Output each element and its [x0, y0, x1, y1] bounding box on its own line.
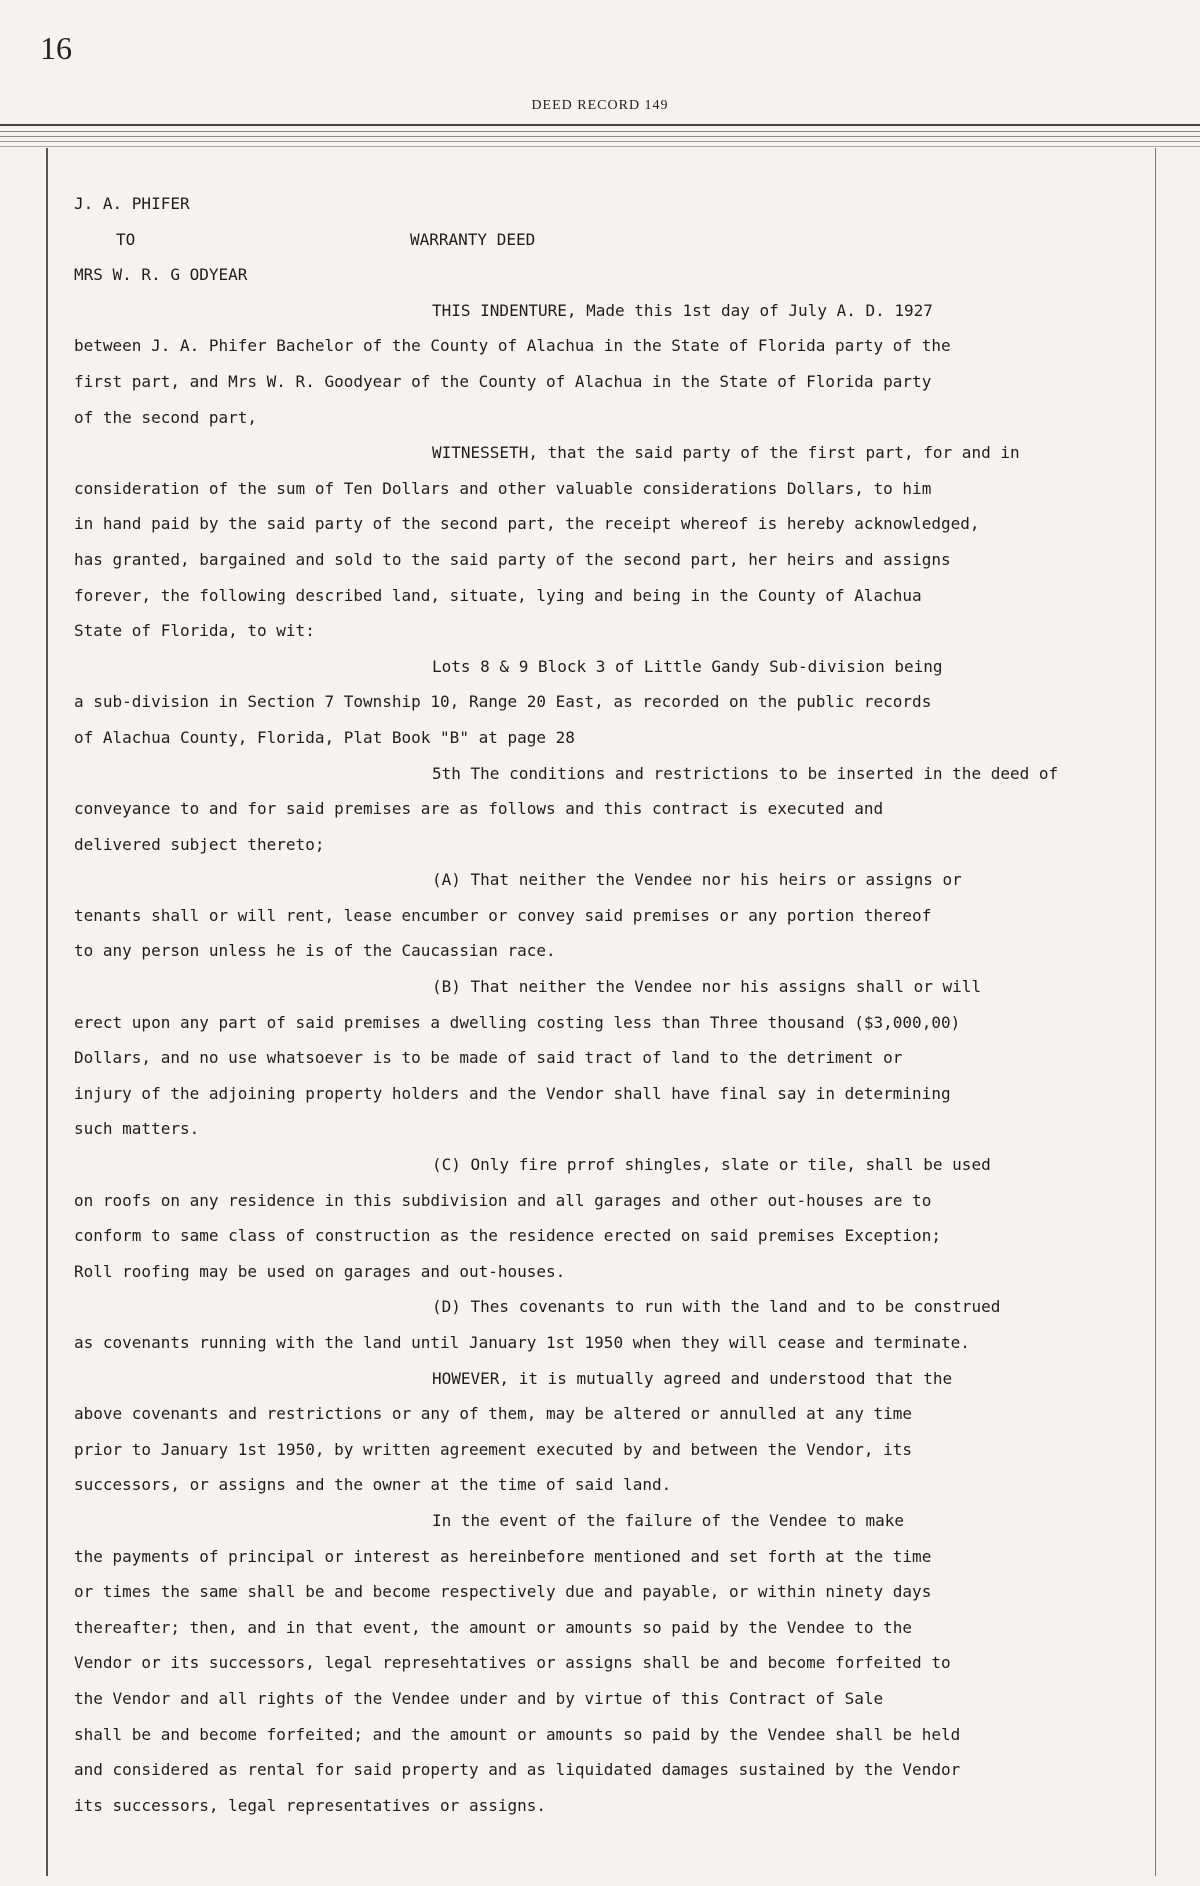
- text-line: conveyance to and for said premises are as follows and this contract is executed and: [74, 799, 884, 819]
- text-line: In the event of the failure of the Vendee to make: [432, 1510, 905, 1530]
- text-line: (D) Thes covenants to run with the land and to be construed: [432, 1297, 1001, 1317]
- text-line: successors, or assigns and the owner at the time of said land.: [74, 1475, 672, 1495]
- left-margin-line: [46, 148, 48, 1876]
- text-line: such matters.: [74, 1119, 200, 1139]
- text-line: first part, and Mrs W. R. Goodyear of the County of Alachua in the State of Florida party: [74, 371, 932, 391]
- deed-title: WARRANTY DEED: [410, 229, 536, 249]
- text-line: delivered subject thereto;: [74, 834, 325, 854]
- right-margin-line: [1155, 148, 1156, 1876]
- text-line: or times the same shall be and become respectively due and payable, or within ninety days: [74, 1582, 932, 1602]
- to-line: [74, 222, 1134, 258]
- record-header: DEED RECORD 149: [531, 98, 669, 113]
- text-line: THIS INDENTURE, Made this 1st day of July A. D. 1927: [432, 300, 933, 320]
- text-line: of the second part,: [74, 407, 258, 427]
- page-number: 16: [40, 30, 72, 66]
- text-line: above covenants and restrictions or any of them, may be altered or annulled at any time: [74, 1404, 913, 1424]
- text-line: a sub-division in Section 7 Township 10, Range 20 East, as recorded on the public records: [74, 692, 932, 712]
- text-line: WITNESSETH, that the said party of the first part, for and in: [432, 443, 1020, 463]
- text-line: erect upon any part of said premises a dwelling costing less than Three thousand ($3,000,00): [74, 1012, 961, 1032]
- header-rule: [0, 124, 1200, 126]
- text-line: (C) Only fire prrof shingles, slate or tile, shall be used: [432, 1155, 991, 1175]
- header-rule: [0, 141, 1200, 142]
- text-line: shall be and become forfeited; and the amount or amounts so paid by the Vendee shall be held: [74, 1724, 961, 1744]
- text-line: tenants shall or will rent, lease encumber or convey said premises or any portion thereof: [74, 905, 932, 925]
- to-word: TO: [116, 229, 136, 249]
- text-line: 5th The conditions and restrictions to be inserted in the deed of: [432, 763, 1059, 783]
- text-line: as covenants running with the land until January 1st 1950 when they will cease and terminate.: [74, 1333, 970, 1352]
- header-rule: [0, 146, 1200, 147]
- text-line: conform to same class of construction as the residence erected on said premises Exception;: [74, 1226, 941, 1246]
- text-line: State of Florida, to wit:: [74, 621, 315, 641]
- header-rule: [0, 131, 1200, 132]
- text-line: and considered as rental for said property and as liquidated damages sustained by the Vendor: [74, 1760, 961, 1780]
- text-line: HOWEVER, it is mutually agreed and understood that the: [432, 1368, 953, 1388]
- text-line: (A) That neither the Vendee nor his heirs or assigns or: [432, 870, 962, 890]
- header-rule: [0, 136, 1200, 137]
- text-line: Roll roofing may be used on garages and out-houses.: [74, 1261, 566, 1281]
- text-line: between J. A. Phifer Bachelor of the County of Alachua in the State of Florida party of the: [74, 336, 951, 356]
- text-line: its successors, legal representatives or assigns.: [74, 1795, 547, 1815]
- text-line: in hand paid by the said party of the second part, the receipt whereof is hereby acknowledged,: [74, 514, 980, 534]
- text-line: injury of the adjoining property holders and the Vendor shall have final say in determining: [74, 1083, 951, 1103]
- text-line: Dollars, and no use whatsoever is to be made of said tract of land to the detriment or: [74, 1048, 903, 1068]
- deed-text: [74, 186, 1134, 1823]
- text-line: thereafter; then, and in that event, the amount or amounts so paid by the Vendee to the: [74, 1617, 913, 1637]
- text-line: prior to January 1st 1950, by written agreement executed by and between the Vendor, its: [74, 1439, 913, 1459]
- text-line: Vendor or its successors, legal represehtatives or assigns shall be and become forfeited to: [74, 1653, 951, 1673]
- text-line: has granted, bargained and sold to the said party of the second part, her heirs and assigns: [74, 549, 951, 569]
- text-line: the payments of principal or interest as hereinbefore mentioned and set forth at the time: [74, 1546, 932, 1566]
- text-line: to any person unless he is of the Caucassian race.: [74, 941, 556, 961]
- text-line: on roofs on any residence in this subdivision and all garages and other out-houses are to: [74, 1190, 932, 1210]
- text-line: consideration of the sum of Ten Dollars and other valuable considerations Dollars, to him: [74, 478, 932, 498]
- text-line: the Vendor and all rights of the Vendee under and by virtue of this Contract of Sale: [74, 1688, 884, 1708]
- text-line: (B) That neither the Vendee nor his assigns shall or will: [432, 977, 982, 997]
- grantor-line: J. A. PHIFER: [74, 194, 190, 213]
- text-line: forever, the following described land, situate, lying and being in the County of Alachua: [74, 585, 922, 605]
- text-line: Lots 8 & 9 Block 3 of Little Gandy Sub-division being: [432, 656, 943, 676]
- text-line: of Alachua County, Florida, Plat Book "B" at page 28: [74, 727, 575, 747]
- grantee-line: MRS W. R. G ODYEAR: [74, 265, 248, 285]
